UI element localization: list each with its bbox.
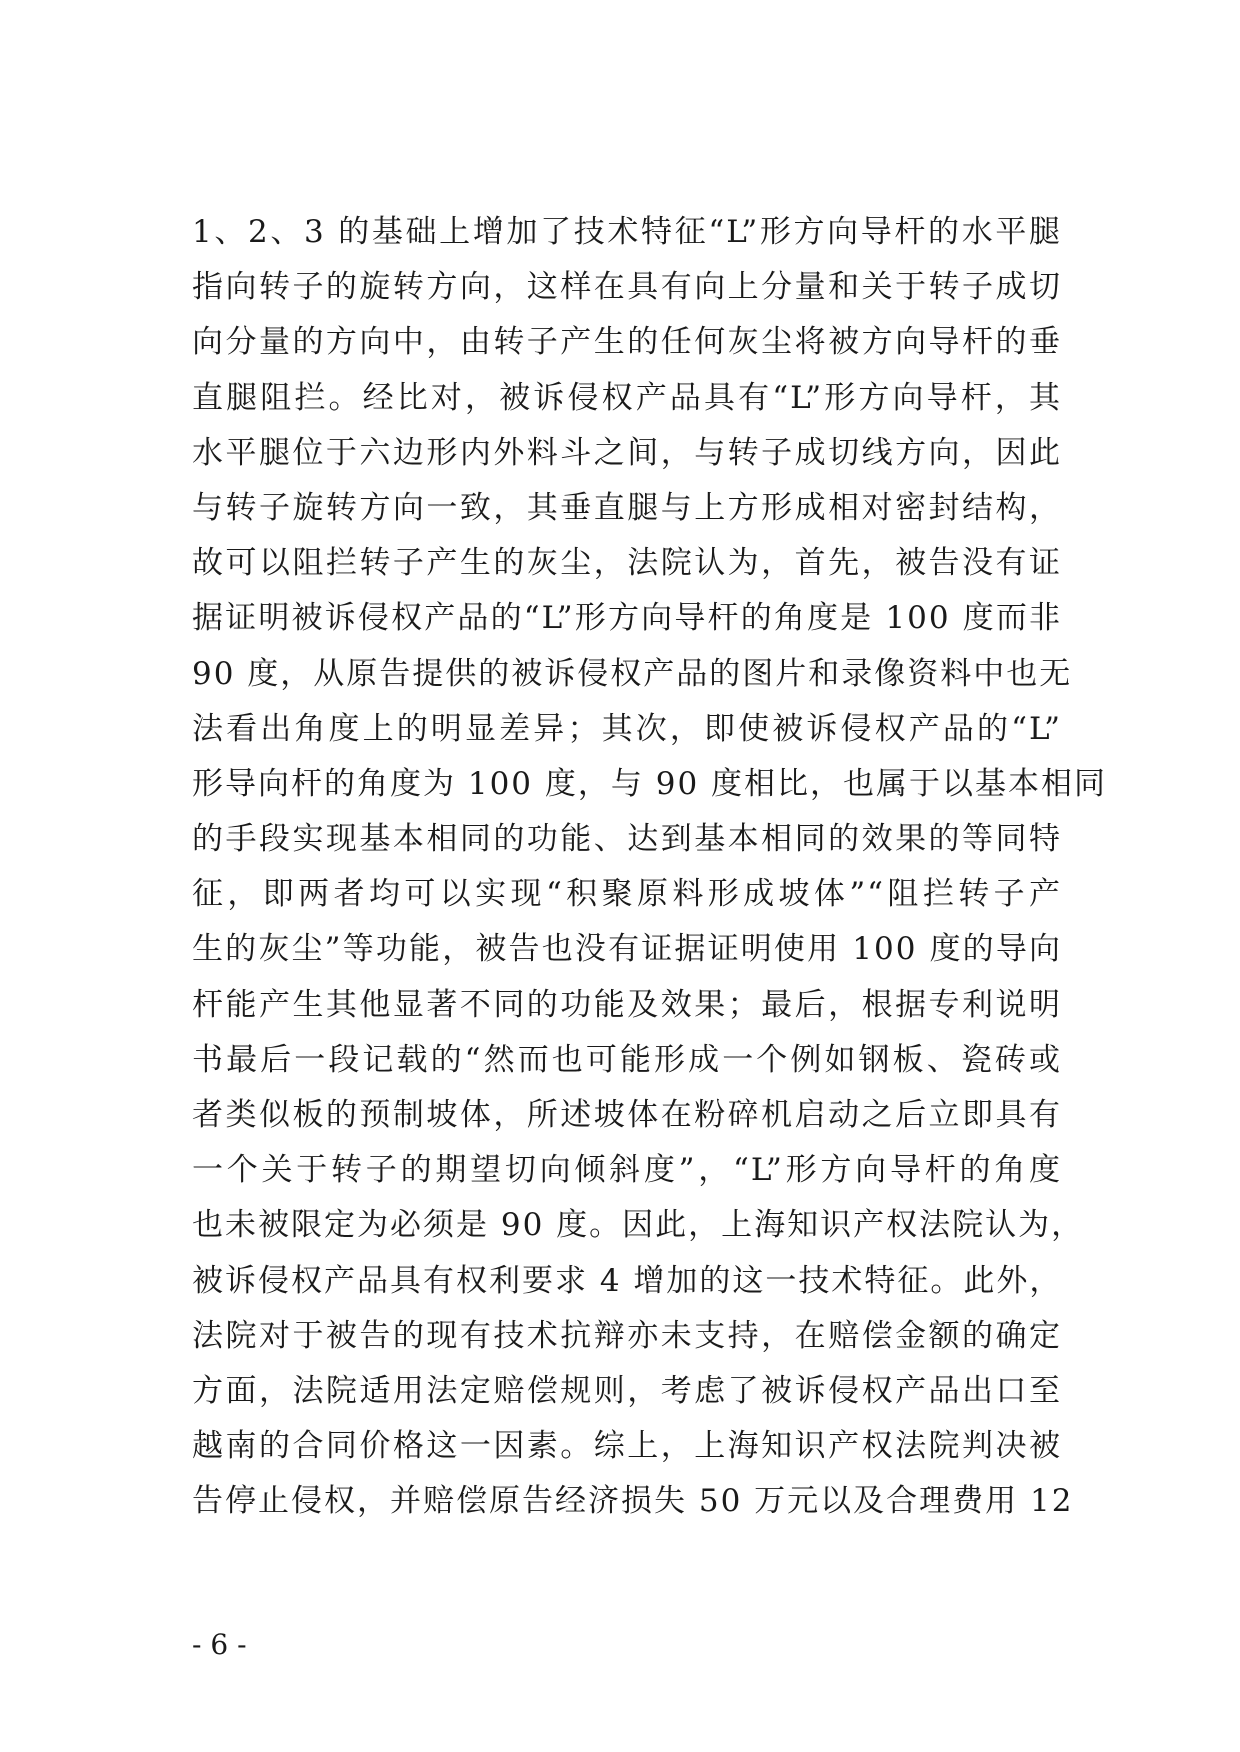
text-line: 向分量的方向中，由转子产生的任何灰尘将被方向导杆的垂 [192, 324, 1062, 361]
text-line: 征，即两者均可以实现“积聚原料形成坡体”“阻拦转子产 [192, 876, 1062, 913]
text-line: 法看出角度上的明显差异；其次，即使被诉侵权产品的“L” [192, 710, 1062, 747]
text-line: 与转子旋转方向一致，其垂直腿与上方形成相对密封结构， [192, 489, 1062, 526]
text-line: 指向转子的旋转方向，这样在具有向上分量和关于转子成切 [192, 269, 1062, 306]
text-line: 的手段实现基本相同的功能、达到基本相同的效果的等同特 [192, 821, 1062, 858]
text-line: 者类似板的预制坡体，所述坡体在粉碎机启动之后立即具有 [192, 1097, 1062, 1133]
text-line: 故可以阻拦转子产生的灰尘，法院认为，首先，被告没有证 [192, 545, 1062, 582]
text-line: 生的灰尘”等功能，被告也没有证据证明使用 100 度的导向 [192, 931, 1062, 968]
text-line: 直腿阻拦。经比对，被诉侵权产品具有“L”形方向导杆，其 [192, 379, 1062, 416]
text-line: 书最后一段记载的“然而也可能形成一个例如钢板、瓷砖或 [192, 1041, 1062, 1078]
text-line: 法院对于被告的现有技术抗辩亦未支持，在赔偿金额的确定 [192, 1317, 1062, 1354]
text-line: 被诉侵权产品具有权利要求 4 增加的这一技术特征。此外， [192, 1262, 1063, 1299]
text-line: 越南的合同价格这一因素。综上，上海知识产权法院判决被 [192, 1428, 1062, 1465]
page-number: - 6 - [192, 1628, 247, 1661]
text-line: 据证明被诉侵权产品的“L”形方向导杆的角度是 100 度而非 [192, 600, 1062, 637]
text-line: 也未被限定为必须是 90 度。因此，上海知识产权法院认为， [192, 1207, 1085, 1244]
text-line: 90 度，从原告提供的被诉侵权产品的图片和录像资料中也无 [192, 655, 1073, 692]
text-line: 杆能产生其他显著不同的功能及效果；最后，根据专利说明 [192, 986, 1062, 1023]
text-line: 水平腿位于六边形内外料斗之间，与转子成切线方向，因此 [192, 434, 1062, 471]
text-line: 1、2、3 的基础上增加了技术特征“L”形方向导杆的水平腿 [192, 214, 1062, 250]
text-line: 告停止侵权，并赔偿原告经济损失 50 万元以及合理费用 12 [192, 1483, 1074, 1520]
text-line: 一个关于转子的期望切向倾斜度”，“L”形方向导杆的角度 [192, 1152, 1062, 1189]
body-text [192, 205, 1108, 1530]
text-line: 方面，法院适用法定赔偿规则，考虑了被诉侵权产品出口至 [192, 1372, 1062, 1409]
text-line: 形导向杆的角度为 100 度，与 90 度相比，也属于以基本相同 [192, 765, 1108, 802]
